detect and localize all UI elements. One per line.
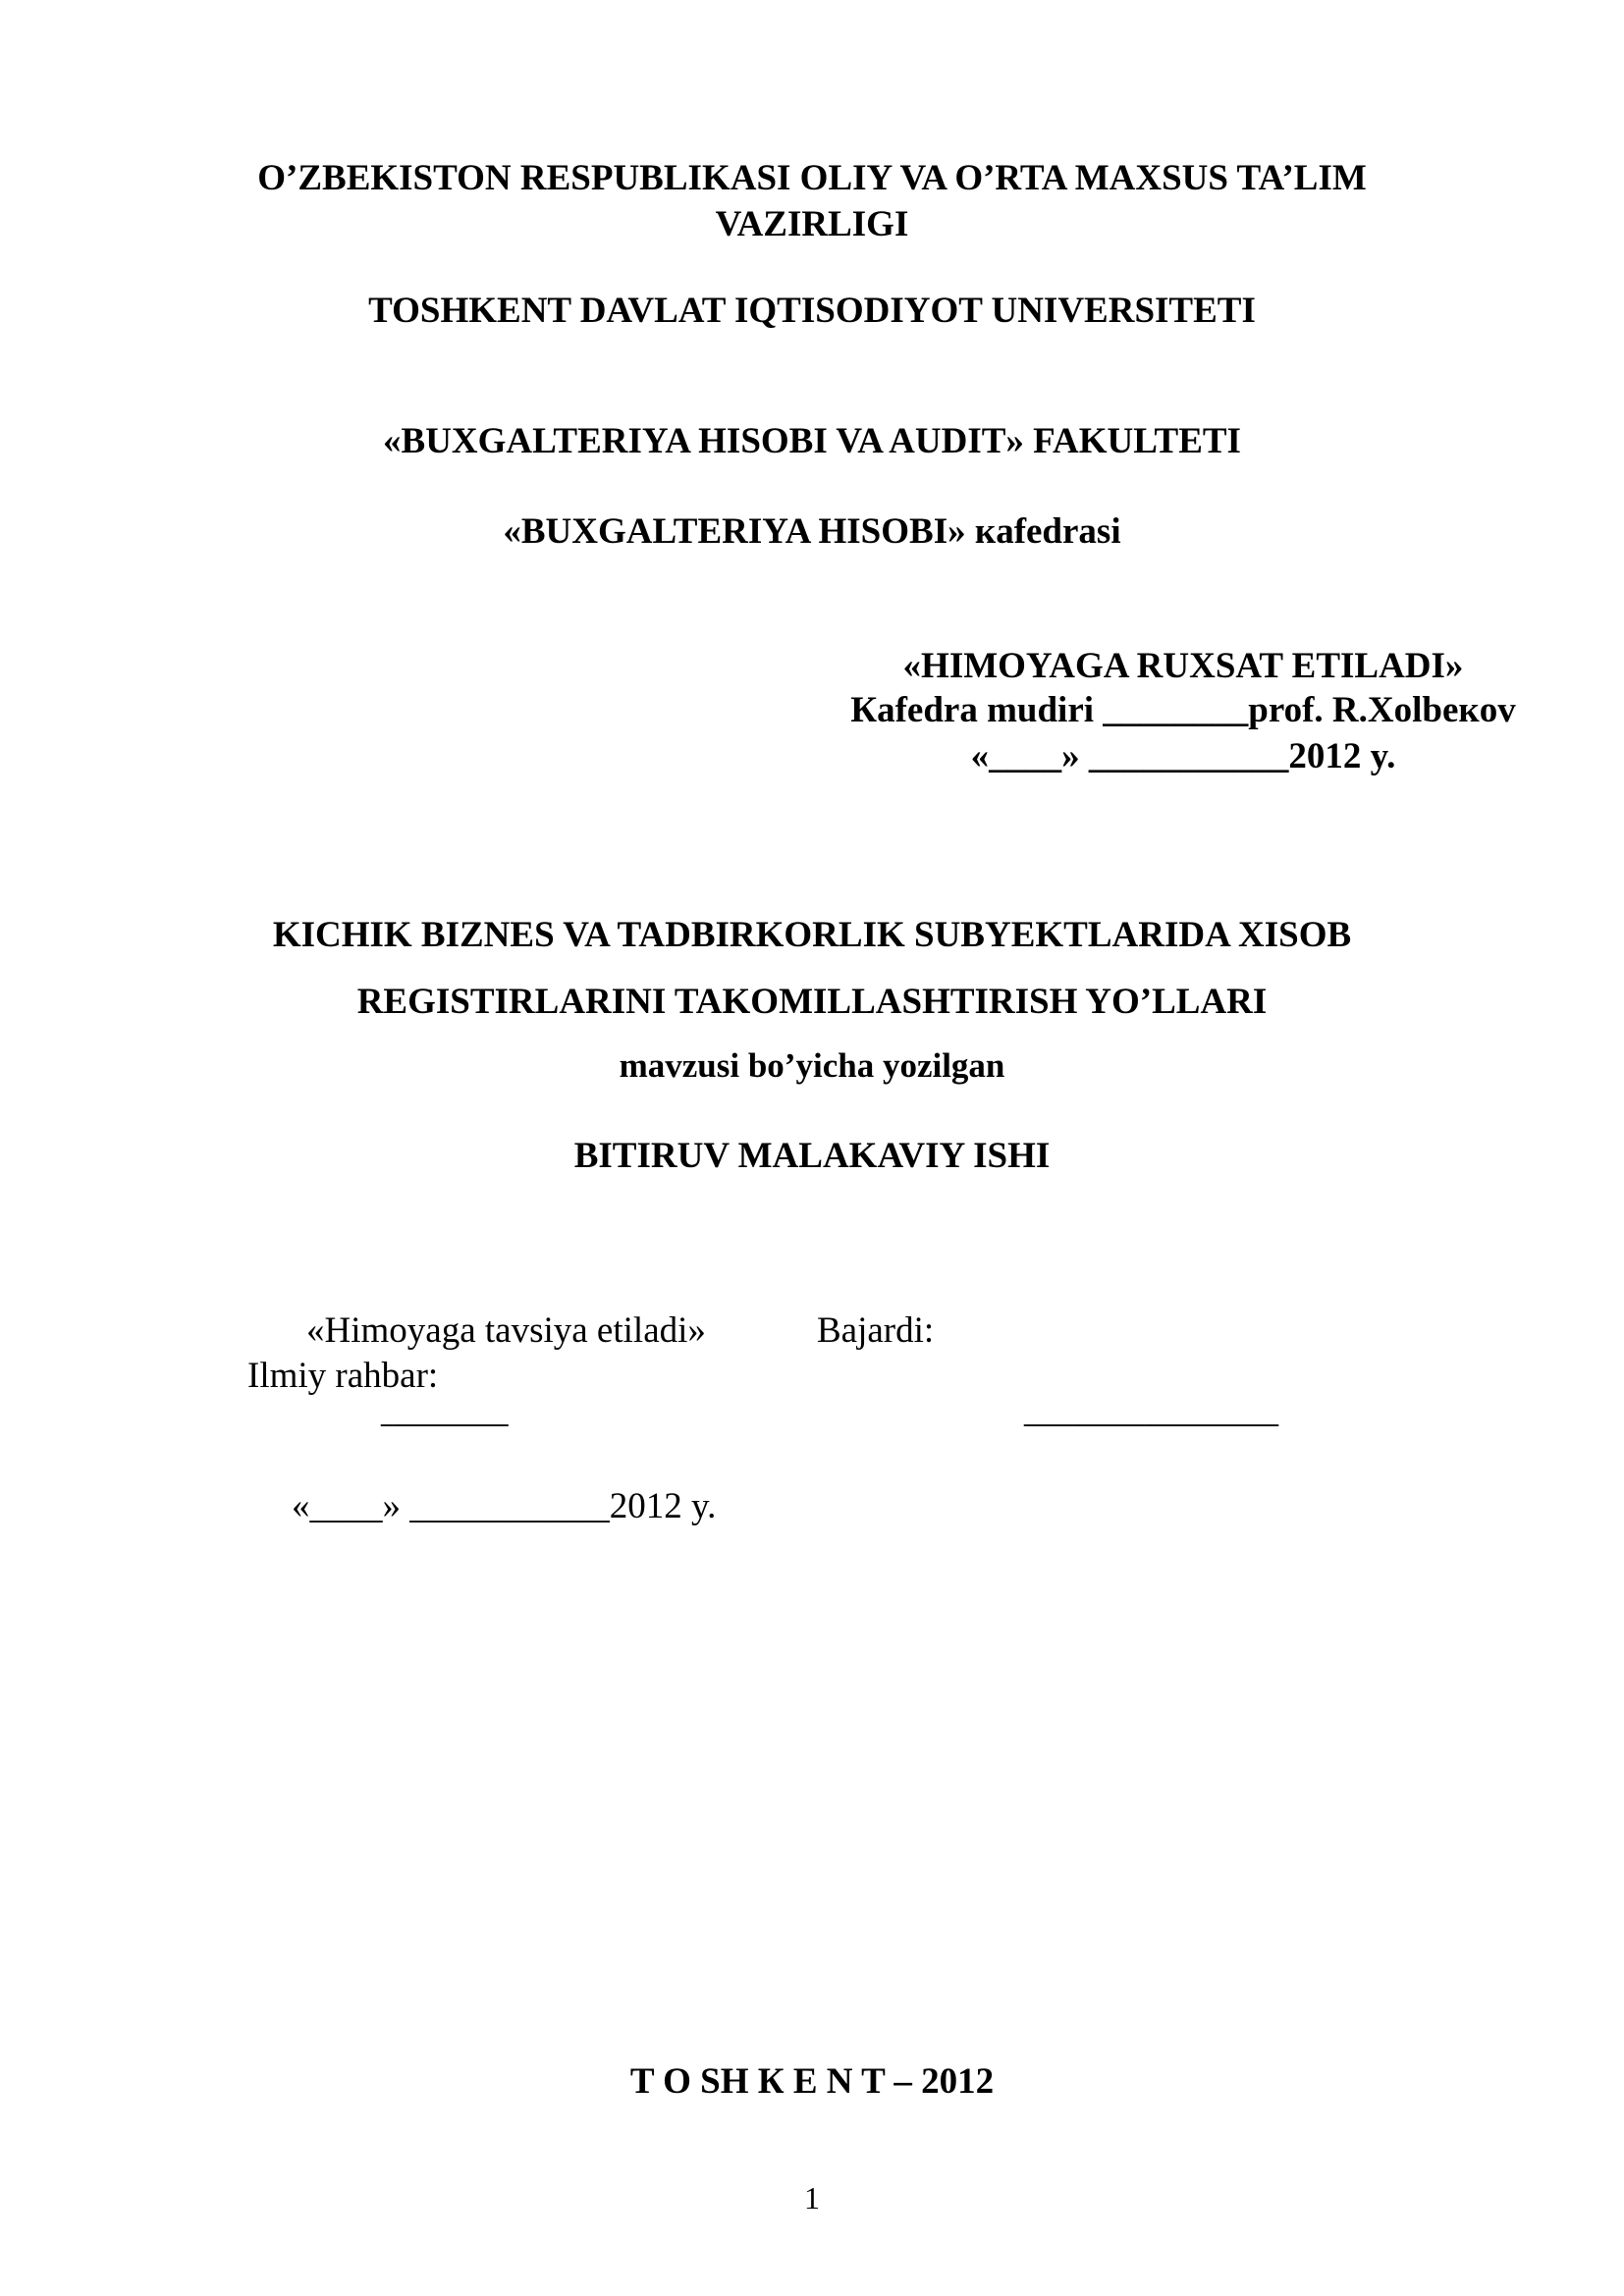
topic-subtitle: mavzusi bo’yicha yozilgan [619,1046,1005,1085]
city-year: T O SH К E N T – 2012 [629,2061,995,2102]
page-number: 1 [804,2180,820,2216]
signature-date: «____» ___________2012 y. [292,1486,717,1526]
done-by-label: Bajardi: [817,1310,935,1351]
faculty-name: «BUXGALTERIYA HISOBI VA AUDIT» FAKULTETI [383,421,1241,461]
recommended-label: «Himoyaga tavsiya etiladi» [306,1310,706,1351]
approval-date: «____» ___________2012 y. [970,736,1396,776]
university-name: TOSHKENT DAVLAT IQTISODIYOT UNIVERSITETI [368,291,1256,331]
student-signature-line: ______________ [1024,1390,1278,1430]
ministry-line-2: VAZIRLIGI [715,204,909,244]
supervisor-label: Ilmiy rahbar: [247,1356,439,1396]
department-name: «BUXGALTERIYA HISOBI» кafedrasi [503,511,1121,552]
topic-line-1: KICHIK BIZNES VA TADBIRKORLIK SUBYEKTLARIDA XISOB [272,915,1352,955]
approval-head: Кafedra mudiri ________prof. R.Xolbeкov [850,690,1516,730]
approval-title: «HIMOYAGA RUXSAT ETILADI» [902,646,1464,686]
supervisor-signature-line: _______ [381,1390,509,1430]
topic-line-2: REGISTIRLARINI TAKOMILLASHTIRISH YO’LLARI [356,982,1268,1022]
ministry-line-1: O’ZBEKISTON RESPUBLIKASI OLIY VA O’RTA MAXSUS TA’LIM [257,158,1367,198]
work-type: BITIRUV MALAKAVIY ISHI [573,1136,1051,1176]
